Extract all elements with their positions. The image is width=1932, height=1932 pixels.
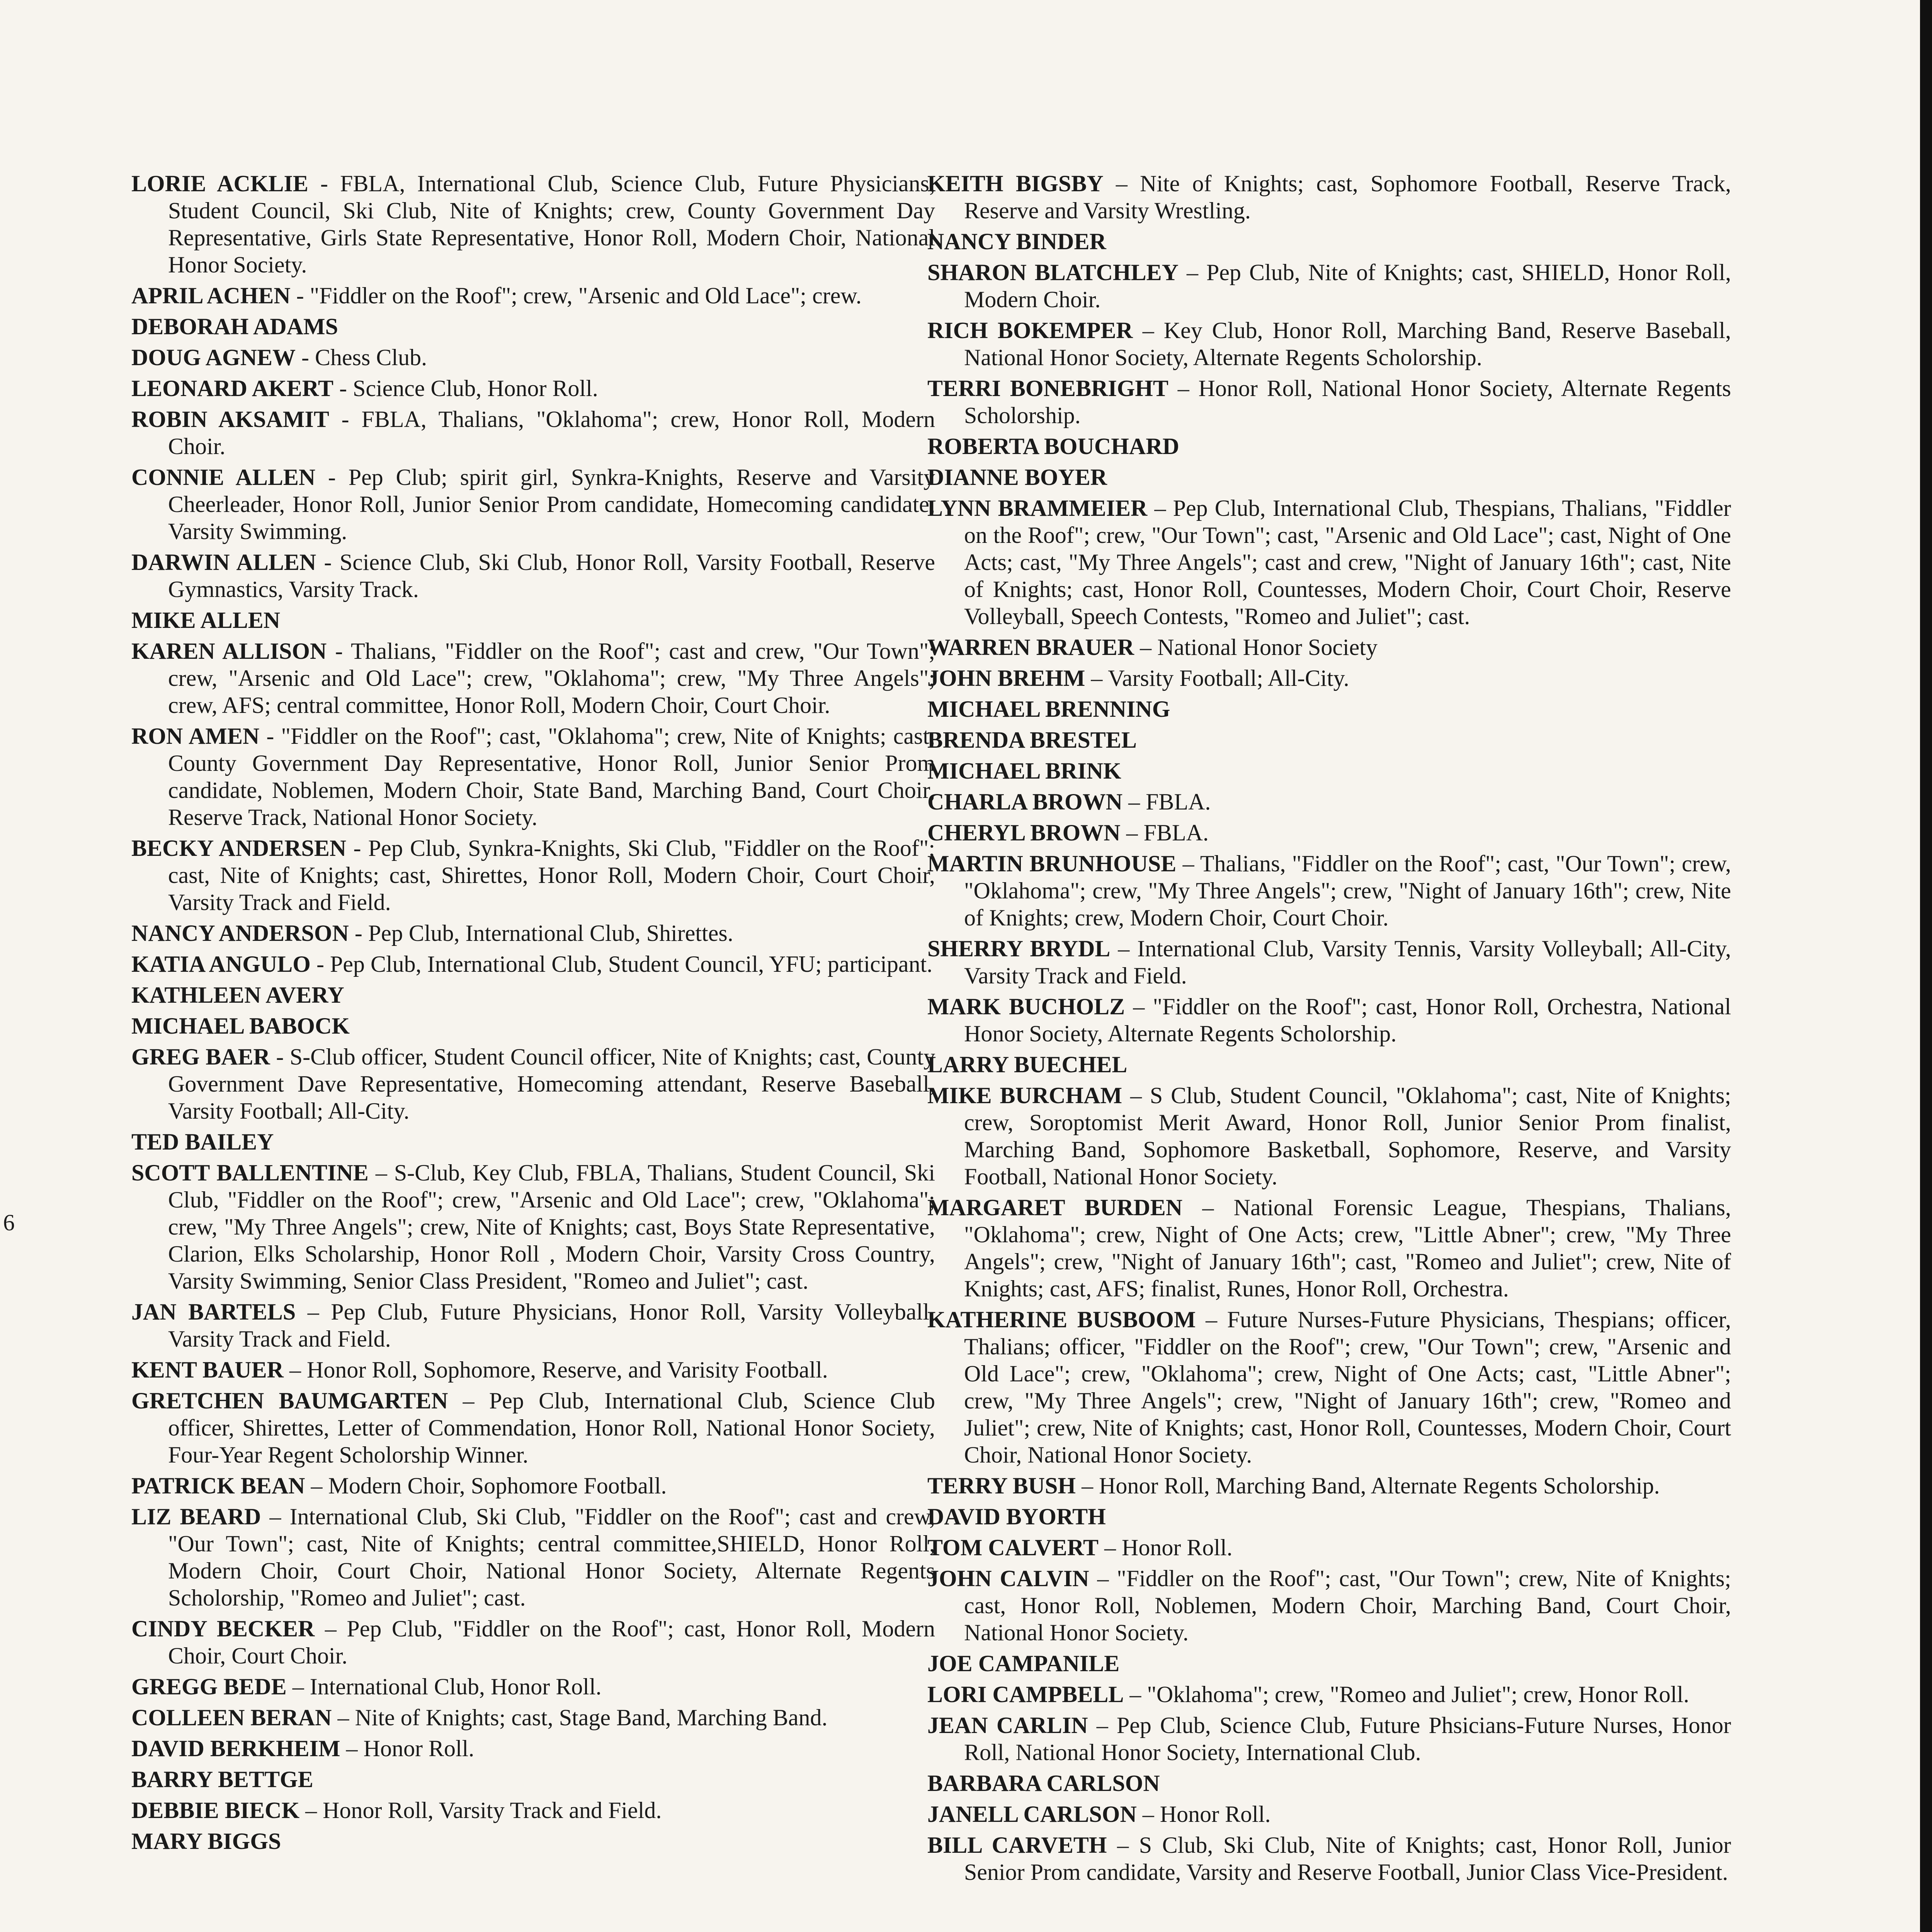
student-activities: Pep Club, International Club, Student Council, YFU; participant. — [330, 951, 933, 977]
student-entry — [927, 1832, 1731, 1886]
student-entry — [131, 375, 935, 402]
student-activities: Honor Roll, National Honor Society, Alternate Regents Scholorship. — [964, 376, 1731, 428]
student-name: WARREN BRAUER — [927, 634, 1134, 660]
student-name: ROBIN AKSAMIT — [131, 406, 329, 432]
student-name: JOE CAMPANILE — [927, 1651, 1120, 1676]
student-entry — [927, 433, 1731, 460]
student-activities: Pep Club, Synkra-Knights, Ski Club, "Fiddler on the Roof"; cast, Nite of Knights; cast, Shirettes, Honor Roll, Modern Choir, Court Choir, Varsity Track and Field. — [168, 835, 935, 915]
student-name: NANCY BINDER — [927, 229, 1106, 254]
entry-separator: – — [1147, 495, 1173, 521]
student-entry — [131, 406, 935, 460]
student-entry — [927, 1534, 1731, 1561]
student-name: LORIE ACKLIE — [131, 171, 308, 196]
student-entry — [131, 638, 935, 719]
student-entry — [131, 1043, 935, 1124]
entry-separator: - — [316, 549, 340, 575]
student-activities: Honor Roll, Sophomore, Reserve, and Varisity Football. — [306, 1357, 828, 1383]
student-activities: Nite of Knights; cast, Stage Band, Marching Band. — [355, 1705, 828, 1730]
student-name: CINDY BECKER — [131, 1616, 315, 1641]
right-column — [927, 170, 1731, 1889]
entry-separator: – — [1110, 936, 1138, 961]
student-entry — [927, 1650, 1731, 1677]
entry-separator: - — [296, 345, 315, 370]
student-activities: Honor Roll. — [363, 1736, 474, 1761]
entry-separator: – — [332, 1705, 355, 1730]
left-column — [131, 170, 935, 1859]
student-activities: "Fiddler on the Roof"; cast, Honor Roll, Orchestra, National Honor Society, Alternate Regents Scholorship. — [964, 994, 1731, 1046]
student-activities: FBLA, Thalians, "Oklahoma"; crew, Honor Roll, Modern Choir. — [168, 406, 935, 459]
student-entry — [131, 1387, 935, 1468]
scan-border-right — [1920, 0, 1932, 1932]
student-name: BARBARA CARLSON — [927, 1770, 1160, 1796]
student-entry — [927, 757, 1731, 784]
student-activities: Pep Club, International Club, Science Club officer, Shirettes, Letter of Commendation, Honor Roll, National Honor Society, Four-Year Regent Scholorship Winner. — [168, 1388, 935, 1468]
student-entry — [131, 464, 935, 545]
student-entry — [927, 1801, 1731, 1828]
student-name: RON AMEN — [131, 723, 260, 749]
student-name: TOM CALVERT — [927, 1535, 1099, 1560]
student-entry — [131, 723, 935, 831]
student-name: CONNIE ALLEN — [131, 464, 316, 490]
student-entry — [927, 726, 1731, 753]
entry-separator: – — [448, 1388, 489, 1413]
student-name: DARWIN ALLEN — [131, 549, 316, 575]
student-entry — [927, 170, 1731, 224]
student-entry — [131, 1356, 935, 1383]
student-entry — [131, 1766, 935, 1793]
student-entry — [131, 344, 935, 371]
student-activities: International Club, Honor Roll. — [310, 1674, 602, 1699]
entry-separator: – — [1182, 1195, 1234, 1220]
student-entry — [131, 607, 935, 634]
student-name: DOUG AGNEW — [131, 345, 296, 370]
student-activities: National Honor Society — [1157, 634, 1378, 660]
student-name: JOHN CALVIN — [927, 1566, 1089, 1591]
student-entry — [131, 549, 935, 603]
entry-separator: – — [1124, 1682, 1147, 1707]
student-name: MARTIN BRUNHOUSE — [927, 851, 1177, 876]
entry-separator: – — [1107, 1832, 1139, 1858]
student-name: TED BAILEY — [131, 1129, 274, 1155]
student-name: CHERYL BROWN — [927, 820, 1121, 845]
student-name: MIKE ALLEN — [131, 607, 281, 633]
student-entry — [131, 920, 935, 947]
student-name: BILL CARVETH — [927, 1832, 1107, 1858]
student-entry — [927, 375, 1731, 429]
student-entry — [927, 228, 1731, 255]
student-name: DIANNE BOYER — [927, 464, 1107, 490]
student-entry — [131, 1735, 935, 1762]
student-entry — [131, 1503, 935, 1611]
entry-separator: - — [349, 920, 368, 946]
student-name: JANELL CARLSON — [927, 1801, 1137, 1827]
student-name: MICHAEL BABOCK — [131, 1013, 350, 1039]
entry-separator: – — [299, 1798, 323, 1823]
entry-separator: – — [1136, 1801, 1160, 1827]
entry-separator: – — [1085, 665, 1108, 691]
student-name: SCOTT BALLENTINE — [131, 1160, 369, 1185]
student-activities: S-Club officer, Student Council officer, Nite of Knights; cast, County Government Dave Representative, Homecoming attendant, Reserve Baseball, Varsity Football; All-City. — [168, 1044, 935, 1124]
student-activities: Pep Club, Future Physicians, Honor Roll, Varsity Volleyball, Varsity Track and Field. — [168, 1299, 935, 1352]
student-entry — [927, 819, 1731, 846]
student-activities: "Fiddler on the Roof"; cast, "Our Town"; crew, Nite of Knights; cast, Honor Roll, Noblemen, Modern Choir, Marching Band, Court Choir, National Honor Society. — [964, 1566, 1731, 1645]
entry-separator: – — [340, 1736, 364, 1761]
student-activities: Pep Club, Nite of Knights; cast, SHIELD, Honor Roll, Modern Choir. — [964, 260, 1731, 312]
student-name: LORI CAMPBELL — [927, 1682, 1124, 1707]
entry-separator: - — [290, 283, 310, 308]
student-name: SHERRY BRYDL — [927, 936, 1111, 961]
student-activities: "Fiddler on the Roof"; cast, "Oklahoma"; crew, Nite of Knights; cast, County Government Day Representative, Honor Roll, Junior Senior Prom candidate, Noblemen, Modern Choir, State Band, Marching Band, Court Choir, Reserve Track, National Honor Society. — [168, 723, 935, 830]
student-entry — [131, 1797, 935, 1824]
student-name: GREGG BEDE — [131, 1674, 287, 1699]
student-name: MIKE BURCHAM — [927, 1083, 1122, 1108]
student-entry — [131, 1615, 935, 1669]
student-entry — [927, 1472, 1731, 1499]
student-name: GREG BAER — [131, 1044, 270, 1070]
student-name: KEITH BIGSBY — [927, 171, 1104, 196]
student-name: MARGARET BURDEN — [927, 1195, 1183, 1220]
student-activities: Thalians, "Fiddler on the Roof"; cast, "Our Town"; crew, "Oklahoma"; crew, "My Three Angels"; crew, "Night of January 16th"; crew, Nite of Knights; crew, Modern Choir, Court Choir. — [964, 851, 1731, 930]
student-activities: S Club, Ski Club, Nite of Knights; cast, Honor Roll, Junior Senior Prom candidate, Varsity and Reserve Football, Junior Class Vice-President. — [964, 1832, 1731, 1885]
student-entry — [927, 1194, 1731, 1302]
entry-separator: – — [1120, 820, 1144, 845]
student-activities: Honor Roll. — [1160, 1801, 1271, 1827]
student-name: LIZ BEARD — [131, 1504, 261, 1529]
entry-separator: – — [1089, 1566, 1117, 1591]
student-activities: Modern Choir, Sophomore Football. — [328, 1473, 667, 1498]
student-entry — [927, 1503, 1731, 1530]
student-entry — [927, 1681, 1731, 1708]
student-activities: Pep Club, Science Club, Future Phsicians-Future Nurses, Honor Roll, National Honor Society, International Club. — [964, 1713, 1731, 1765]
entry-separator: - — [259, 723, 281, 749]
student-entry — [131, 1472, 935, 1499]
student-entry — [131, 1828, 935, 1855]
entry-separator: – — [286, 1674, 310, 1699]
entry-separator: – — [1179, 260, 1207, 285]
student-entry — [927, 1565, 1731, 1646]
student-activities: FBLA, International Club, Science Club, Future Physicians, Student Council, Ski Club, Nite of Knights; crew, County Government Day Representative, Girls State Representative, Honor Roll, Modern Choir, National Honor Society. — [168, 171, 935, 277]
student-activities: Chess Club. — [315, 345, 427, 370]
student-entry — [131, 282, 935, 309]
student-name: BRENDA BRESTEL — [927, 727, 1137, 753]
entry-separator: - — [346, 835, 368, 861]
student-name: KAREN ALLISON — [131, 638, 327, 664]
student-entry — [131, 1128, 935, 1155]
entry-separator: – — [1122, 1083, 1150, 1108]
entry-separator: – — [296, 1299, 331, 1325]
student-name: JEAN CARLIN — [927, 1713, 1088, 1738]
student-entry — [131, 981, 935, 1009]
student-entry — [927, 259, 1731, 313]
student-entry — [131, 313, 935, 340]
entry-separator: – — [1103, 171, 1140, 196]
student-name: KENT BAUER — [131, 1357, 284, 1383]
entry-separator: – — [368, 1160, 394, 1185]
student-activities: Honor Roll. — [1122, 1535, 1233, 1560]
student-name: SHARON BLATCHLEY — [927, 260, 1179, 285]
student-activities: Key Club, Honor Roll, Marching Band, Reserve Baseball, National Honor Society, Alternate Regents Scholorship. — [964, 318, 1731, 370]
student-name: MICHAEL BRINK — [927, 758, 1121, 784]
entry-separator: - — [308, 171, 340, 196]
student-activities: "Oklahoma"; crew, "Romeo and Juliet"; crew, Honor Roll. — [1147, 1682, 1689, 1707]
student-name: PATRICK BEAN — [131, 1473, 305, 1498]
student-entry — [131, 170, 935, 278]
student-activities: S-Club, Key Club, FBLA, Thalians, Student Council, Ski Club, "Fiddler on the Roof"; crew, "Arsenic and Old Lace"; crew, "Oklahoma"; crew, "My Three Angels"; crew, Nite of Knights; cast, Boys State Representative, Clarion, Elks Scholarship, Honor Roll , Modern Choir, Varsity Cross Country, Varsity Swimming, Senior Class President, "Romeo and Juliet"; cast. — [168, 1160, 935, 1294]
student-activities: Varsity Football; All-City. — [1108, 665, 1349, 691]
student-activities: Pep Club; spirit girl, Synkra-Knights, Reserve and Varsity Cheerleader, Honor Roll, Junior Senior Prom candidate, Homecoming candidate, Varsity Swimming. — [168, 464, 935, 544]
student-name: DAVID BYORTH — [927, 1504, 1106, 1529]
entry-separator: - — [270, 1044, 290, 1070]
student-activities: FBLA. — [1146, 789, 1211, 815]
student-name: ROBERTA BOUCHARD — [927, 434, 1179, 459]
student-activities: National Forensic League, Thespians, Thalians, "Oklahoma"; crew, Night of One Acts; crew, "Little Abner"; crew, "My Three Angels"; crew, "Night of January 16th"; cast, "Romeo and Juliet"; crew, Nite of Knights; cast, AFS; finalist, Runes, Honor Roll, Orchestra. — [964, 1195, 1731, 1301]
student-activities: International Club, Ski Club, "Fiddler on the Roof"; cast and crew, "Our Town"; cast, Nite of Knights; central committee,SHIELD, Honor Roll, Modern Choir, Court Choir, National Honor Society, Alternate Regents Scholorship, "Romeo and Juliet"; cast. — [168, 1504, 935, 1611]
entry-separator: – — [1099, 1535, 1122, 1560]
student-name: DEBORAH ADAMS — [131, 314, 338, 339]
student-entry — [927, 1770, 1731, 1797]
entry-separator: – — [1134, 634, 1158, 660]
student-activities: Science Club, Ski Club, Honor Roll, Varsity Football, Reserve Gymnastics, Varsity Track. — [168, 549, 935, 602]
student-activities: Thalians, "Fiddler on the Roof"; cast and crew, "Our Town"; crew, "Arsenic and Old Lace"; crew, "Oklahoma"; crew, "My Three Angels"; crew, AFS; central committee, Honor Roll, Modern Choir, Court Choir. — [168, 638, 935, 718]
student-entry — [927, 1712, 1731, 1766]
student-name: DAVID BERKHEIM — [131, 1736, 340, 1761]
entry-separator: - — [315, 464, 349, 490]
entry-separator: - — [327, 638, 351, 664]
entry-separator: – — [315, 1616, 347, 1641]
entry-separator: – — [1125, 994, 1153, 1019]
student-entry — [927, 850, 1731, 931]
student-name: MARK BUCHOLZ — [927, 994, 1125, 1019]
entry-separator: - — [310, 951, 330, 977]
student-activities: Science Club, Honor Roll. — [352, 376, 598, 401]
entry-separator: – — [283, 1357, 307, 1383]
student-name: DEBBIE BIECK — [131, 1798, 300, 1823]
student-entry — [927, 665, 1731, 692]
student-activities: FBLA. — [1143, 820, 1209, 845]
student-activities: Pep Club, "Fiddler on the Roof"; cast, Honor Roll, Modern Choir, Court Choir. — [168, 1616, 935, 1668]
student-entry — [927, 634, 1731, 661]
student-entry — [927, 1051, 1731, 1078]
entry-separator: – — [305, 1473, 328, 1498]
student-activities: Honor Roll, Varsity Track and Field. — [323, 1798, 662, 1823]
student-entry — [927, 696, 1731, 723]
student-name: LEONARD AKERT — [131, 376, 333, 401]
student-name: MICHAEL BRENNING — [927, 696, 1170, 722]
student-name: KATHERINE BUSBOOM — [927, 1307, 1196, 1332]
student-name: CHARLA BROWN — [927, 789, 1123, 815]
student-entry — [131, 951, 935, 978]
student-name: JAN BARTELS — [131, 1299, 296, 1325]
student-name: BECKY ANDERSEN — [131, 835, 347, 861]
student-name: TERRI BONEBRIGHT — [927, 376, 1168, 401]
entry-separator: - — [329, 406, 362, 432]
student-name: GRETCHEN BAUMGARTEN — [131, 1388, 448, 1413]
student-name: TERRY BUSH — [927, 1473, 1076, 1498]
student-activities: International Club, Varsity Tennis, Varsity Volleyball; All-City, Varsity Track and Field. — [964, 936, 1731, 988]
student-name: MARY BIGGS — [131, 1828, 281, 1854]
entry-separator: – — [1133, 318, 1164, 343]
entry-separator: – — [1196, 1307, 1227, 1332]
student-entry — [927, 788, 1731, 815]
student-entry — [131, 1298, 935, 1352]
entry-separator: – — [1168, 376, 1199, 401]
student-entry — [927, 993, 1731, 1047]
student-name: JOHN BREHM — [927, 665, 1085, 691]
student-name: APRIL ACHEN — [131, 283, 291, 308]
student-name: KATHLEEN AVERY — [131, 982, 344, 1008]
student-entry — [927, 464, 1731, 491]
entry-separator: - — [333, 376, 353, 401]
entry-separator: – — [1176, 851, 1200, 876]
student-name: COLLEEN BERAN — [131, 1705, 332, 1730]
student-entry — [131, 835, 935, 916]
student-activities: Nite of Knights; cast, Sophomore Football, Reserve Track, Reserve and Varsity Wrestling. — [964, 171, 1731, 223]
entry-separator: – — [1088, 1713, 1117, 1738]
student-entry — [927, 317, 1731, 371]
student-name: BARRY BETTGE — [131, 1767, 313, 1792]
student-activities: Honor Roll, Marching Band, Alternate Regents Scholorship. — [1099, 1473, 1660, 1498]
student-activities: "Fiddler on the Roof"; crew, "Arsenic and Old Lace"; crew. — [310, 283, 862, 308]
student-entry — [927, 935, 1731, 989]
student-entry — [131, 1673, 935, 1700]
student-activities: Pep Club, International Club, Shirettes. — [368, 920, 733, 946]
student-entry — [131, 1012, 935, 1039]
student-entry — [927, 1082, 1731, 1190]
entry-separator: – — [1122, 789, 1146, 815]
student-activities: Pep Club, International Club, Thespians, Thalians, "Fiddler on the Roof"; crew, "Our Town"; cast, "Arsenic and Old Lace"; cast, Night of One Acts; cast, "My Three Angels"; cast and crew, "Night of January 16th"; cast, Nite of Knights; cast, Honor Roll, Countesses, Modern Choir, Court Choir, Reserve Volleyball, Speech Contests, "Romeo and Juliet"; cast. — [964, 495, 1731, 629]
student-name: RICH BOKEMPER — [927, 318, 1133, 343]
student-name: LARRY BUECHEL — [927, 1052, 1128, 1077]
student-name: NANCY ANDERSON — [131, 920, 349, 946]
entry-separator: – — [1076, 1473, 1099, 1498]
student-name: LYNN BRAMMEIER — [927, 495, 1148, 521]
student-name: KATIA ANGULO — [131, 951, 311, 977]
student-entry — [131, 1159, 935, 1294]
entry-separator: – — [261, 1504, 290, 1529]
student-entry — [131, 1704, 935, 1731]
student-activities: S Club, Student Council, "Oklahoma"; cast, Nite of Knights; crew, Soroptomist Merit Award, Honor Roll, Junior Senior Prom finalist, Marching Band, Sophomore Basketball, Sophomore, Reserve, and Varsity Football, National Honor Society. — [964, 1083, 1731, 1189]
student-entry — [927, 1306, 1731, 1468]
page-number: 6 — [3, 1210, 15, 1235]
student-entry — [927, 495, 1731, 630]
student-activities: Future Nurses-Future Physicians, Thespians; officer, Thalians; officer, "Fiddler on the Roof"; crew, "Our Town"; crew, "Arsenic and Old Lace"; crew, "Oklahoma"; crew, Night of One Acts; cast, "Little Abner"; crew, "My Three Angels"; crew, "Night of January 16th"; crew, "Romeo and Juliet"; crew, Nite of Knights; cast, Honor Roll, Countesses, Modern Choir, Court Choir, National Honor Society. — [964, 1307, 1731, 1468]
